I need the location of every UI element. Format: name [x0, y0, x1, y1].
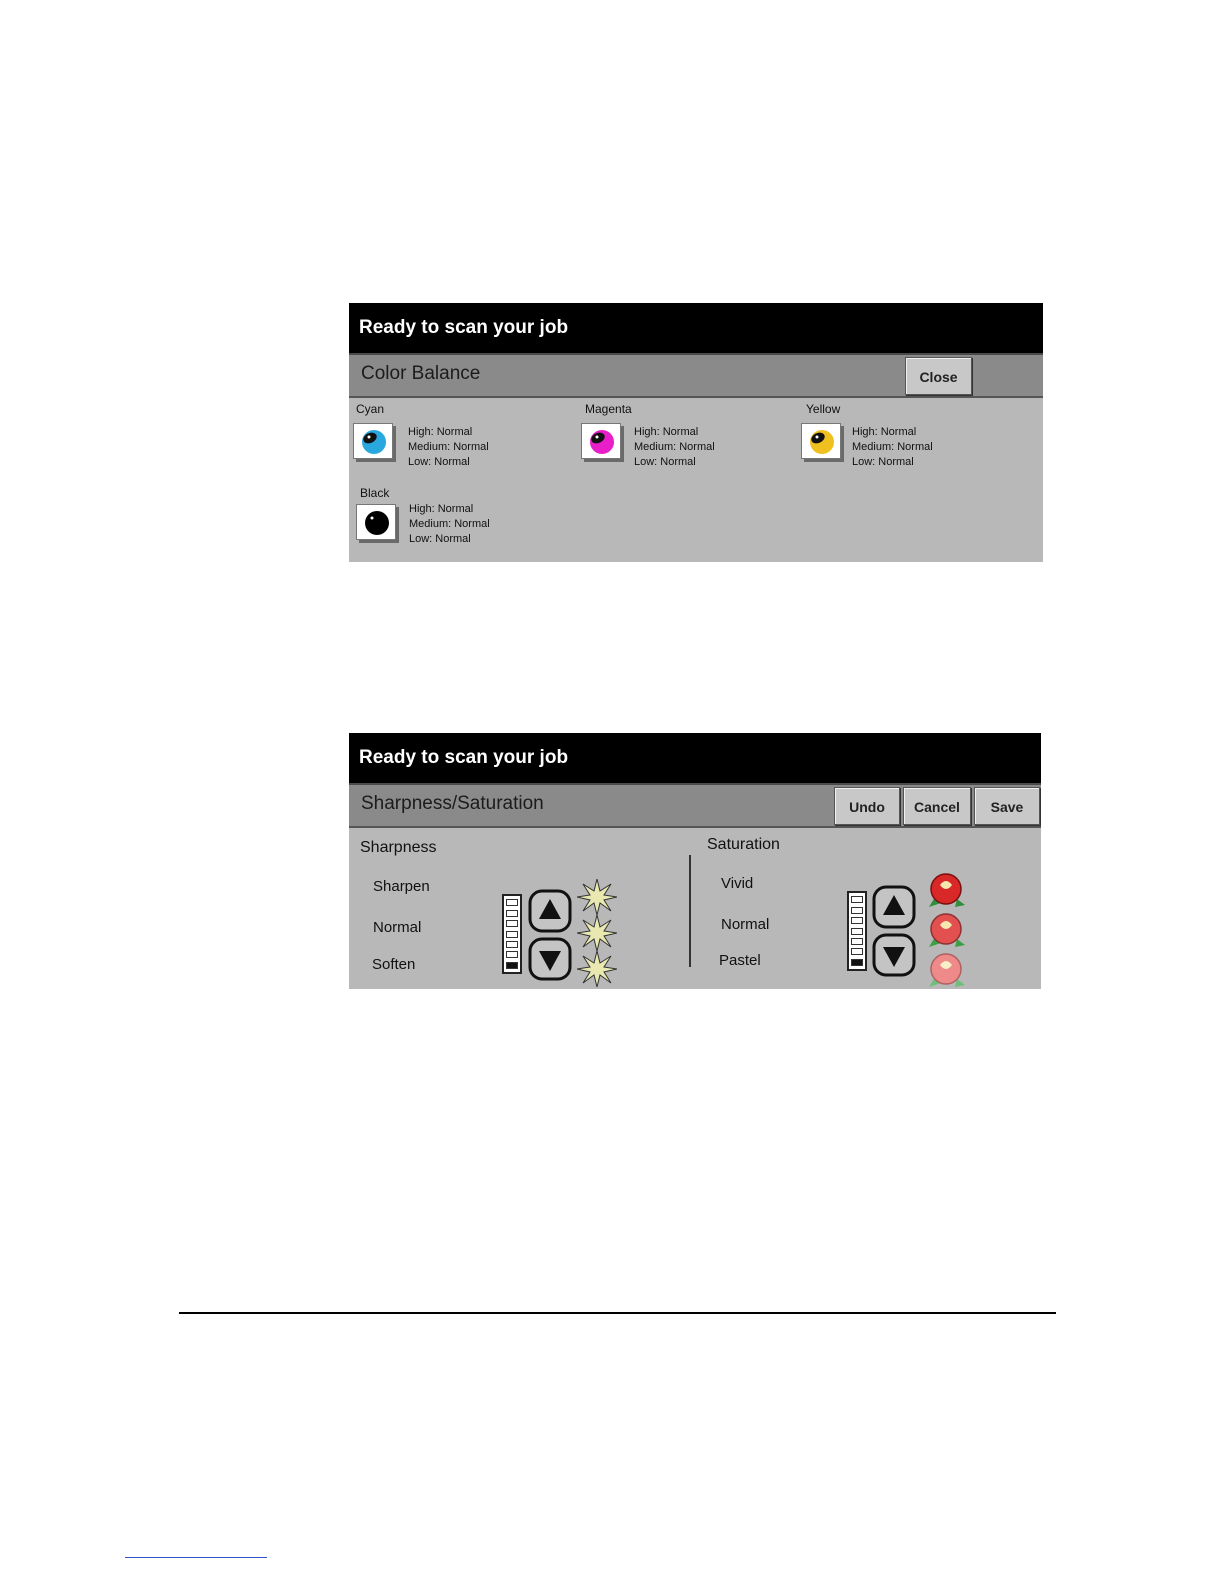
magenta-ball-icon [588, 428, 616, 456]
sharpness-level-normal[interactable]: Normal [373, 919, 422, 936]
black-levels [409, 502, 490, 547]
yellow-ball-icon [808, 428, 836, 456]
sharpness-level-soften[interactable]: Soften [372, 956, 416, 973]
sharpness-down-arrow-icon[interactable] [527, 936, 573, 982]
color-balance-panel [349, 303, 1043, 562]
magenta-swatch-button[interactable] [581, 423, 621, 459]
cancel-button[interactable]: Cancel [903, 787, 971, 825]
saturation-level-pastel[interactable]: Pastel [719, 952, 761, 969]
page-title: Sharpness/Saturation [361, 793, 544, 814]
meter-segment [506, 962, 518, 969]
cyan-low: Low: Normal [408, 456, 470, 468]
meter-segment [851, 948, 863, 955]
yellow-low: Low: Normal [852, 456, 914, 468]
flower-icon [927, 871, 967, 989]
meter-segment [851, 928, 863, 935]
yellow-high: High: Normal [852, 426, 917, 438]
starburst-icon [577, 879, 617, 987]
sharpness-level-sharpen[interactable]: Sharpen [373, 878, 430, 895]
saturation-up-arrow-icon[interactable] [871, 884, 917, 930]
sharpness-up-arrow-icon[interactable] [527, 888, 573, 934]
cyan-swatch-button[interactable] [353, 423, 393, 459]
sharpness-level-meter [502, 894, 522, 974]
saturation-level-vivid[interactable]: Vivid [721, 875, 754, 892]
close-button[interactable]: Close [905, 357, 972, 395]
saturation-level-normal[interactable]: Normal [721, 916, 770, 933]
saturation-level-meter [847, 891, 867, 971]
sharpness-saturation-panel [349, 733, 1041, 989]
cyan-medium: Medium: Normal [408, 441, 489, 453]
cyan-high: High: Normal [408, 426, 473, 438]
yellow-levels [852, 425, 933, 470]
meter-segment [506, 931, 518, 938]
status-header: Ready to scan your job [349, 303, 1043, 353]
cyan-ball-icon [360, 428, 388, 456]
meter-segment [506, 920, 518, 927]
cyan-levels [408, 425, 489, 470]
footer-rule [179, 1312, 1056, 1314]
meter-segment [506, 899, 518, 906]
magenta-medium: Medium: Normal [634, 441, 715, 453]
section-divider [689, 855, 691, 967]
black-label: Black [360, 486, 390, 500]
undo-button[interactable]: Undo [834, 787, 900, 825]
black-high: High: Normal [409, 503, 474, 515]
meter-segment [506, 910, 518, 917]
sharpness-saturation-title-bar [349, 783, 1041, 828]
color-balance-title-bar [349, 353, 1043, 398]
cyan-label: Cyan [356, 402, 385, 416]
saturation-down-arrow-icon[interactable] [871, 932, 917, 978]
meter-segment [851, 959, 863, 966]
magenta-label: Magenta [585, 402, 632, 416]
black-ball-icon [363, 509, 391, 537]
magenta-levels [634, 425, 715, 470]
sharpness-label: Sharpness [360, 839, 437, 856]
meter-segment [506, 941, 518, 948]
black-medium: Medium: Normal [409, 518, 490, 530]
footer-link-underline [125, 1557, 267, 1558]
yellow-label: Yellow [806, 402, 841, 416]
yellow-swatch-button[interactable] [801, 423, 841, 459]
status-header: Ready to scan your job [349, 733, 1041, 783]
save-button[interactable]: Save [974, 787, 1040, 825]
meter-segment [851, 907, 863, 914]
meter-segment [851, 938, 863, 945]
black-swatch-button[interactable] [356, 504, 396, 540]
meter-segment [851, 896, 863, 903]
meter-segment [506, 951, 518, 958]
black-low: Low: Normal [409, 533, 471, 545]
magenta-high: High: Normal [634, 426, 699, 438]
saturation-label: Saturation [707, 836, 780, 853]
meter-segment [851, 917, 863, 924]
magenta-low: Low: Normal [634, 456, 696, 468]
page-title: Color Balance [361, 363, 481, 384]
yellow-medium: Medium: Normal [852, 441, 933, 453]
